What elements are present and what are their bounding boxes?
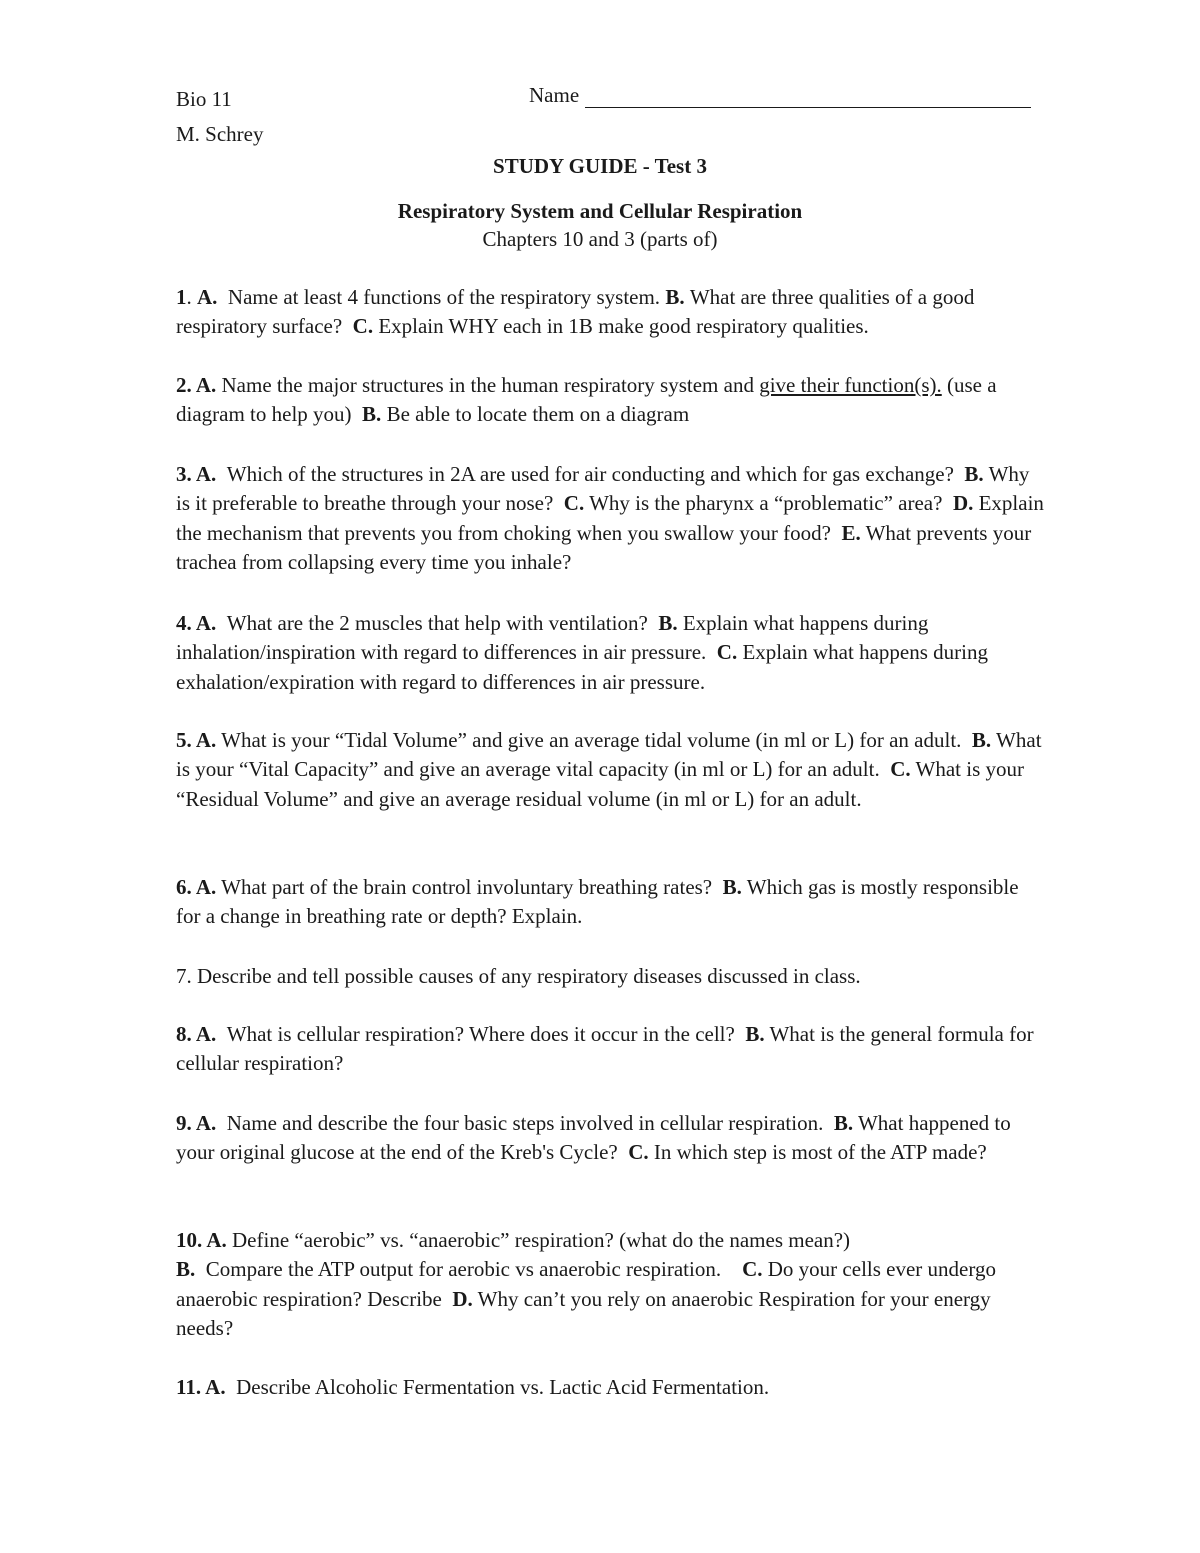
question-3: 3. A. Which of the structures in 2A are used for air conducting and which for gas exchange? B. Why is it preferable to breathe through your nose? C. Why is the pharynx a “problematic” area? D. Explain the mechanism that prevents you from choking when you swallow your food? E. What prevents your trachea from collapsing every time you inhale? — [176, 462, 1044, 574]
question-number: 7. — [176, 964, 192, 988]
question-7: 7. Describe and tell possible causes of any respiratory diseases discussed in class. — [176, 964, 861, 988]
page-title: STUDY GUIDE - Test 3 — [493, 154, 707, 178]
question-11: 11. A. Describe Alcoholic Fermentation vs. Lactic Acid Fermentation. — [176, 1375, 770, 1399]
question-number: 1 — [176, 285, 187, 309]
name-field[interactable] — [529, 82, 1031, 108]
question-10: 10. A. Define “aerobic” vs. “anaerobic” respiration? (what do the names mean?) B. Compare the ATP output for aerobic vs anaerobic respiration. C. Do your cells ever undergo anaerobic respiration? Describe D. Why can’t you rely on anaerobic Respiration for your energy needs? — [176, 1228, 996, 1340]
question-number: 3. A. — [176, 462, 217, 486]
question-number: 10 — [176, 1228, 197, 1252]
question-number: 9. A. — [176, 1111, 217, 1135]
question-number: 2. A. — [176, 373, 217, 397]
name-blank-line[interactable] — [585, 85, 1031, 108]
page-subtitle: Respiratory System and Cellular Respiration — [397, 199, 803, 223]
question-number: 5. A. — [176, 728, 217, 752]
question-6: 6. A. What part of the brain control involuntary breathing rates? B. Which gas is mostly responsible for a change in breathing rate or depth? Explain. — [176, 875, 1019, 929]
question-5: 5. A. What is your “Tidal Volume” and give an average tidal volume (in ml or L) for an adult. B. What is your “Vital Capacity” and give an average vital capacity (in ml or L) for an adult. C. What is your “Residual Volume” and give an average residual volume (in ml or L) for an adult. — [176, 728, 1042, 811]
teacher-name: M. Schrey — [176, 122, 264, 146]
question-number: 6. A. — [176, 875, 217, 899]
question-number: 4. A. — [176, 611, 217, 635]
question-8: 8. A. What is cellular respiration? Where does it occur in the cell? B. What is the general formula for cellular respiration? — [176, 1022, 1034, 1076]
question-1: 1. A. Name at least 4 functions of the respiratory system. B. What are three qualities of a good respiratory surface? C. Explain WHY each in 1B make good respiratory qualities. — [176, 285, 975, 339]
question-number: 11. A. — [176, 1375, 226, 1399]
question-number: 8. A. — [176, 1022, 217, 1046]
course-name: Bio 11 — [176, 87, 232, 111]
header-course-info — [176, 82, 264, 152]
question-2: 2. A. Name the major structures in the human respiratory system and give their function(s). (use a diagram to help you) B. Be able to locate them on a diagram — [176, 373, 997, 427]
question-9: 9. A. Name and describe the four basic steps involved in cellular respiration. B. What happened to your original glucose at the end of the Kreb's Cycle? C. In which step is most of the ATP made? — [176, 1111, 1011, 1165]
name-label: Name — [529, 83, 580, 107]
question-4: 4. A. What are the 2 muscles that help with ventilation? B. Explain what happens during inhalation/inspiration with regard to differences in air pressure. C. Explain what happens during exhalation/expiration with regard to differences in air pressure. — [176, 611, 988, 694]
chapters-note: Chapters 10 and 3 (parts of) — [482, 227, 718, 251]
